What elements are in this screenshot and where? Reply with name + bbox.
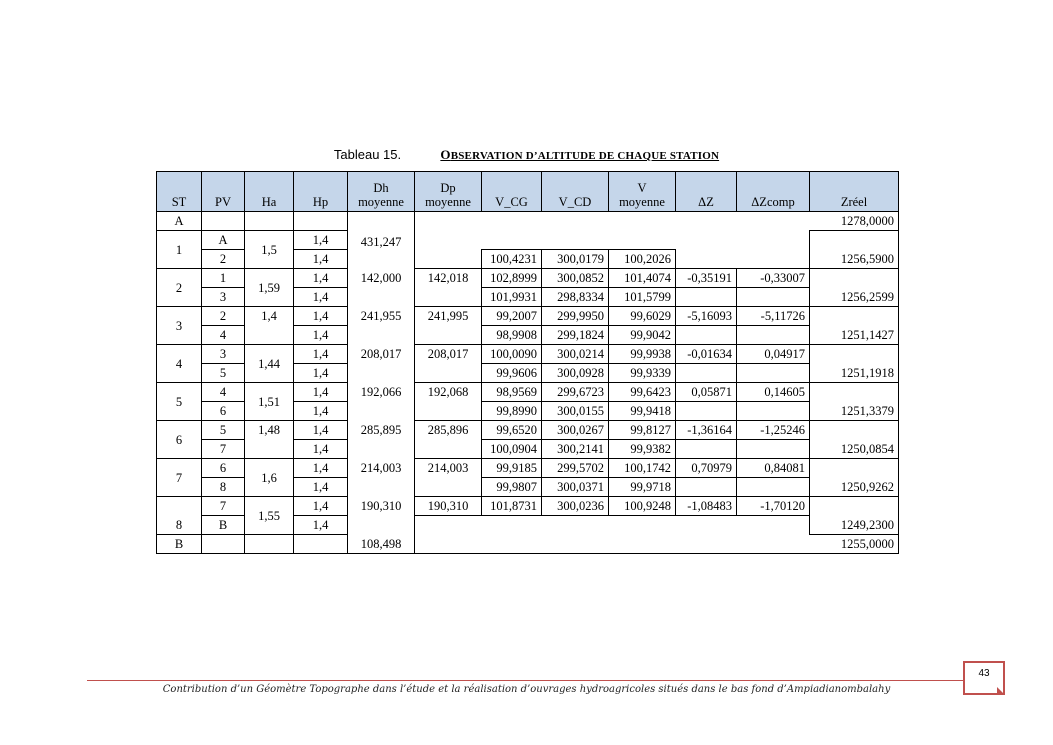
cell-vm: 99,9382	[609, 440, 676, 459]
cell-pv: 4	[202, 326, 245, 345]
cell-dzcomp: -1,25246	[737, 421, 810, 440]
cell-dzcomp	[737, 326, 810, 345]
table-title	[440, 147, 720, 162]
cell-dz: 0,70979	[676, 459, 737, 478]
table-row	[157, 421, 899, 440]
cell-st: 8	[157, 497, 202, 535]
table-title-initial: O	[440, 147, 451, 162]
cell-dzcomp	[737, 288, 810, 307]
cell-dz	[676, 326, 737, 345]
cell-ha: 1,4	[245, 307, 294, 345]
cell-pv: 5	[202, 421, 245, 440]
cell-dz: -0,01634	[676, 345, 737, 364]
cell-hp: 1,4	[294, 364, 348, 383]
cell-hp: 1,4	[294, 440, 348, 459]
cell-pv: 7	[202, 497, 245, 516]
cell-vm: 99,6423	[609, 383, 676, 402]
header-zreel: Zréel	[810, 172, 899, 212]
table-row	[157, 497, 899, 516]
cell-hp	[294, 535, 348, 554]
cell-vcg: 101,8731	[482, 497, 542, 516]
cell-dp	[415, 250, 482, 269]
cell-dz: -0,35191	[676, 269, 737, 288]
cell-dzcomp	[737, 402, 810, 421]
cell-dh	[348, 402, 415, 421]
cell-hp: 1,4	[294, 288, 348, 307]
cell-st: 3	[157, 307, 202, 345]
cell-dh: 285,895	[348, 421, 415, 440]
cell-empty	[415, 516, 810, 535]
cell-dh: 214,003	[348, 459, 415, 478]
cell-vm: 99,9418	[609, 402, 676, 421]
header-row	[157, 172, 899, 212]
cell-vcd: 300,0214	[542, 345, 609, 364]
cell-dzcomp: -1,70120	[737, 497, 810, 516]
cell-dzcomp	[737, 478, 810, 497]
cell-dh: 431,247	[348, 231, 415, 269]
cell-ha: 1,55	[245, 497, 294, 535]
cell-dp: 192,068	[415, 383, 482, 402]
cell-dz	[676, 440, 737, 459]
cell-vcd: 300,0852	[542, 269, 609, 288]
cell-vcg: 100,0090	[482, 345, 542, 364]
cell-dzcomp	[737, 364, 810, 383]
cell-dh	[348, 212, 415, 231]
cell-ha: 1,59	[245, 269, 294, 307]
header-dh-line2: moyenne	[358, 195, 404, 209]
cell-vcg: 99,9606	[482, 364, 542, 383]
cell-vm: 100,1742	[609, 459, 676, 478]
cell-dh: 192,066	[348, 383, 415, 402]
cell-vcg: 100,0904	[482, 440, 542, 459]
page-number: 43	[978, 668, 990, 679]
cell-dz: -5,16093	[676, 307, 737, 326]
header-dp-line1: Dp	[440, 181, 456, 195]
cell-st: 4	[157, 345, 202, 383]
cell-st: 2	[157, 269, 202, 307]
cell-pv: A	[202, 231, 245, 250]
cell-vcg: 101,9931	[482, 288, 542, 307]
cell-dp	[415, 288, 482, 307]
table-caption	[0, 147, 1053, 163]
cell-zreel: 1255,0000	[810, 535, 899, 554]
cell-dz	[676, 364, 737, 383]
cell-pv: 3	[202, 345, 245, 364]
cell-dp	[415, 402, 482, 421]
cell-vm: 99,6029	[609, 307, 676, 326]
cell-hp: 1,4	[294, 402, 348, 421]
cell-vcg: 99,9185	[482, 459, 542, 478]
cell-vcd: 300,0267	[542, 421, 609, 440]
cell-empty	[415, 231, 810, 250]
table-row	[157, 383, 899, 402]
cell-st: 6	[157, 421, 202, 459]
cell-vcd: 300,2141	[542, 440, 609, 459]
cell-vm: 101,5799	[609, 288, 676, 307]
cell-dp: 208,017	[415, 345, 482, 364]
observation-table	[156, 171, 899, 554]
cell-st: 5	[157, 383, 202, 421]
cell-st: B	[157, 535, 202, 554]
cell-ha: 1,44	[245, 345, 294, 383]
cell-hp: 1,4	[294, 250, 348, 269]
cell-vcd: 300,0179	[542, 250, 609, 269]
header-dzcomp: ΔZcomp	[737, 172, 810, 212]
header-v-line1: V	[637, 181, 647, 195]
cell-vm: 99,9718	[609, 478, 676, 497]
cell-pv: 5	[202, 364, 245, 383]
cell-vcd: 299,9950	[542, 307, 609, 326]
cell-zreel: 1256,5900	[810, 231, 899, 269]
table-row	[157, 459, 899, 478]
cell-zreel: 1251,1918	[810, 345, 899, 383]
cell-dh: 241,955	[348, 307, 415, 326]
cell-hp: 1,4	[294, 307, 348, 326]
header-ha: Ha	[245, 172, 294, 212]
cell-dp: 190,310	[415, 497, 482, 516]
cell-pv: 3	[202, 288, 245, 307]
cell-dh	[348, 478, 415, 497]
cell-vcd: 299,6723	[542, 383, 609, 402]
cell-zreel: 1251,3379	[810, 383, 899, 421]
header-v-line2: moyenne	[619, 195, 665, 209]
cell-dh: 142,000	[348, 269, 415, 288]
cell-empty	[415, 212, 810, 231]
cell-ha: 1,6	[245, 459, 294, 497]
cell-dh	[348, 364, 415, 383]
cell-hp	[294, 212, 348, 231]
cell-dz: 0,05871	[676, 383, 737, 402]
header-v-moyenne	[609, 172, 676, 212]
cell-dh	[348, 326, 415, 345]
footer-divider	[87, 680, 964, 681]
cell-vcg: 100,4231	[482, 250, 542, 269]
cell-pv: B	[202, 516, 245, 535]
cell-vm: 99,8127	[609, 421, 676, 440]
cell-dp	[415, 440, 482, 459]
cell-ha: 1,48	[245, 421, 294, 459]
cell-dp: 285,896	[415, 421, 482, 440]
cell-st: 7	[157, 459, 202, 497]
header-dz: ΔZ	[676, 172, 737, 212]
header-pv: PV	[202, 172, 245, 212]
page-fold-corner-icon	[997, 687, 1005, 695]
cell-zreel: 1278,0000	[810, 212, 899, 231]
header-st: ST	[157, 172, 202, 212]
cell-vcg: 99,8990	[482, 402, 542, 421]
cell-zreel: 1256,2599	[810, 269, 899, 307]
cell-vcd: 299,1824	[542, 326, 609, 345]
cell-pv: 7	[202, 440, 245, 459]
cell-dh: 208,017	[348, 345, 415, 364]
cell-vcd: 300,0928	[542, 364, 609, 383]
cell-pv: 2	[202, 250, 245, 269]
cell-dzcomp: 0,14605	[737, 383, 810, 402]
cell-dp: 142,018	[415, 269, 482, 288]
table-row	[157, 535, 899, 554]
cell-vcg: 98,9569	[482, 383, 542, 402]
cell-dp: 241,995	[415, 307, 482, 326]
cell-dp	[415, 364, 482, 383]
header-dh-line1: Dh	[373, 181, 389, 195]
cell-dzcomp: 0,84081	[737, 459, 810, 478]
cell-pv: 6	[202, 459, 245, 478]
cell-vcg: 99,2007	[482, 307, 542, 326]
header-hp: Hp	[294, 172, 348, 212]
cell-vcd: 300,0371	[542, 478, 609, 497]
cell-vm: 101,4074	[609, 269, 676, 288]
table-number: Tableau 15.	[333, 147, 402, 162]
cell-dh: 190,310	[348, 497, 415, 516]
cell-ha: 1,51	[245, 383, 294, 421]
cell-dz	[676, 288, 737, 307]
cell-vm: 99,9938	[609, 345, 676, 364]
cell-pv	[202, 212, 245, 231]
cell-hp: 1,4	[294, 383, 348, 402]
cell-dp	[415, 326, 482, 345]
cell-zreel: 1250,9262	[810, 459, 899, 497]
cell-pv: 2	[202, 307, 245, 326]
cell-dzcomp	[737, 440, 810, 459]
cell-vm: 99,9339	[609, 364, 676, 383]
cell-hp: 1,4	[294, 497, 348, 516]
cell-dh	[348, 288, 415, 307]
cell-vcg: 99,6520	[482, 421, 542, 440]
footer-text: Contribution d’un Géomètre Topographe dans l’étude et la réalisation d’ouvrages hydroagricoles situés dans le bas fond d’Ampiadianombalahy	[162, 684, 891, 695]
table-title-rest: BSERVATION D’ALTITUDE DE CHAQUE STATION	[450, 150, 720, 162]
table-row	[157, 231, 899, 250]
header-vcd: V_CD	[542, 172, 609, 212]
cell-dz	[676, 402, 737, 421]
cell-vm: 99,9042	[609, 326, 676, 345]
cell-vcg: 98,9908	[482, 326, 542, 345]
cell-dh	[348, 440, 415, 459]
cell-pv: 4	[202, 383, 245, 402]
cell-hp: 1,4	[294, 421, 348, 440]
header-vcg: V_CG	[482, 172, 542, 212]
cell-ha	[245, 212, 294, 231]
cell-pv	[202, 535, 245, 554]
cell-vcd: 299,5702	[542, 459, 609, 478]
cell-pv: 8	[202, 478, 245, 497]
header-dh	[348, 172, 415, 212]
cell-st: 1	[157, 231, 202, 269]
cell-hp: 1,4	[294, 269, 348, 288]
cell-vcd: 300,0236	[542, 497, 609, 516]
cell-vm: 100,9248	[609, 497, 676, 516]
cell-dz: -1,36164	[676, 421, 737, 440]
cell-ha: 1,5	[245, 231, 294, 269]
cell-dzcomp: -5,11726	[737, 307, 810, 326]
header-dp	[415, 172, 482, 212]
page-number-box	[963, 661, 1005, 695]
cell-empty	[676, 250, 810, 269]
cell-hp: 1,4	[294, 478, 348, 497]
cell-pv: 6	[202, 402, 245, 421]
table-row	[157, 307, 899, 326]
header-dp-line2: moyenne	[425, 195, 471, 209]
cell-dzcomp: -0,33007	[737, 269, 810, 288]
cell-dz	[676, 478, 737, 497]
cell-empty	[415, 535, 810, 554]
cell-hp: 1,4	[294, 459, 348, 478]
cell-dp: 214,003	[415, 459, 482, 478]
cell-dp	[415, 478, 482, 497]
cell-vm: 100,2026	[609, 250, 676, 269]
cell-hp: 1,4	[294, 326, 348, 345]
cell-zreel: 1251,1427	[810, 307, 899, 345]
cell-vcd: 298,8334	[542, 288, 609, 307]
cell-dzcomp: 0,04917	[737, 345, 810, 364]
cell-vcd: 300,0155	[542, 402, 609, 421]
cell-zreel: 1249,2300	[810, 497, 899, 535]
table-row	[157, 212, 899, 231]
cell-hp: 1,4	[294, 231, 348, 250]
cell-vcg: 102,8999	[482, 269, 542, 288]
cell-st: A	[157, 212, 202, 231]
cell-zreel: 1250,0854	[810, 421, 899, 459]
cell-dh: 108,498	[348, 516, 415, 554]
cell-ha	[245, 535, 294, 554]
cell-pv: 1	[202, 269, 245, 288]
table-row	[157, 269, 899, 288]
cell-hp: 1,4	[294, 516, 348, 535]
cell-hp: 1,4	[294, 345, 348, 364]
cell-vcg: 99,9807	[482, 478, 542, 497]
cell-dz: -1,08483	[676, 497, 737, 516]
table-row	[157, 345, 899, 364]
